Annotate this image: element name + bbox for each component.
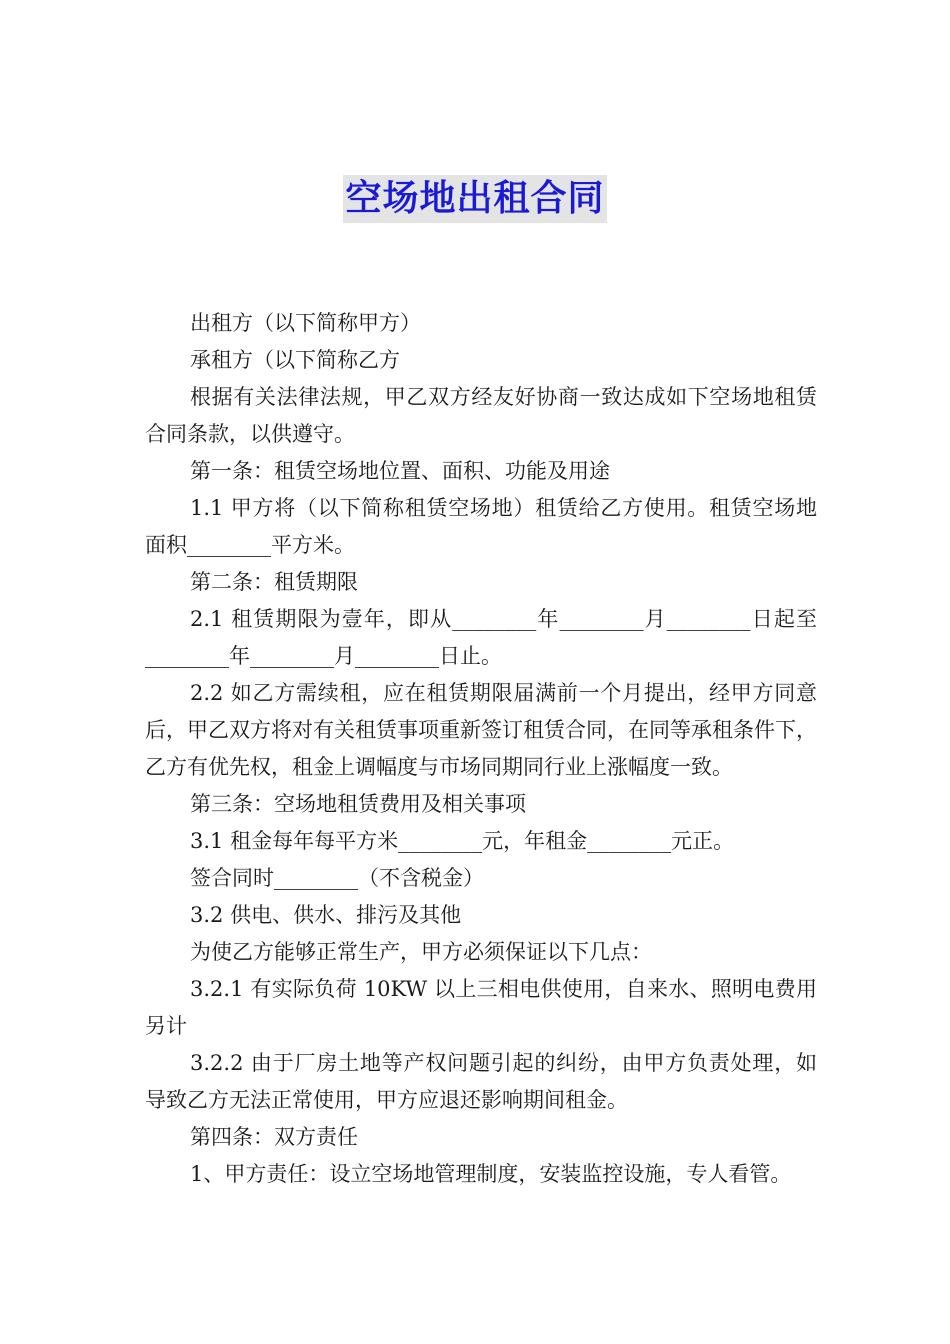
paragraph-lessee: 承租方（以下简称乙方 (190, 348, 400, 372)
clause-1-1: 1.1 甲方将（以下简称租赁空场地）租赁给乙方使用。租赁空场地面积________平方米。 (145, 496, 817, 557)
clause-3-1-signing: 签合同时________（不含税金） (190, 866, 484, 890)
clause-3-2-1: 3.2.1 有实际负荷 10KW 以上三相电供使用，自来水、照明电费用另计 (145, 977, 817, 1038)
clause-3-2: 3.2 供电、供水、排污及其他 (190, 903, 462, 927)
clause-3-2-2: 3.2.2 由于厂房土地等产权问题引起的纠纷，由甲方负责处理，如导致乙方无法正常使用，甲方应退还影响期间租金。 (145, 1051, 817, 1112)
document-title: 空场地出租合同 (343, 175, 606, 223)
clause-4-heading: 第四条：双方责任 (190, 1125, 358, 1149)
paragraph-preamble: 根据有关法律法规，甲乙双方经友好协商一致达成如下空场地租赁合同条款，以供遵守。 (145, 385, 817, 446)
clause-2-1: 2.1 租赁期限为壹年，即从________年________月________日起至________年________月________日止。 (145, 607, 817, 668)
clause-3-2-intro: 为使乙方能够正常生产，甲方必须保证以下几点： (190, 940, 652, 964)
clause-2-heading: 第二条：租赁期限 (190, 570, 358, 594)
clause-1-heading: 第一条：租赁空场地位置、面积、功能及用途 (190, 459, 610, 483)
clause-2-2: 2.2 如乙方需续租，应在租赁期限届满前一个月提出，经甲方同意后，甲乙双方将对有关租赁事项重新签订租赁合同，在同等承租条件下，乙方有优先权，租金上调幅度与市场同期同行业上涨幅度一致。 (145, 681, 817, 779)
clause-3-heading: 第三条：空场地租赁费用及相关事项 (190, 792, 526, 816)
document-body (145, 305, 817, 1193)
clause-4-1: 1、甲方责任：设立空场地管理制度，安装监控设施，专人看管。 (190, 1162, 792, 1186)
clause-3-1: 3.1 租金每年每平方米________元，年租金________元正。 (190, 829, 735, 853)
paragraph-lessor: 出租方（以下简称甲方） (190, 311, 421, 335)
title-wrap (0, 175, 950, 223)
